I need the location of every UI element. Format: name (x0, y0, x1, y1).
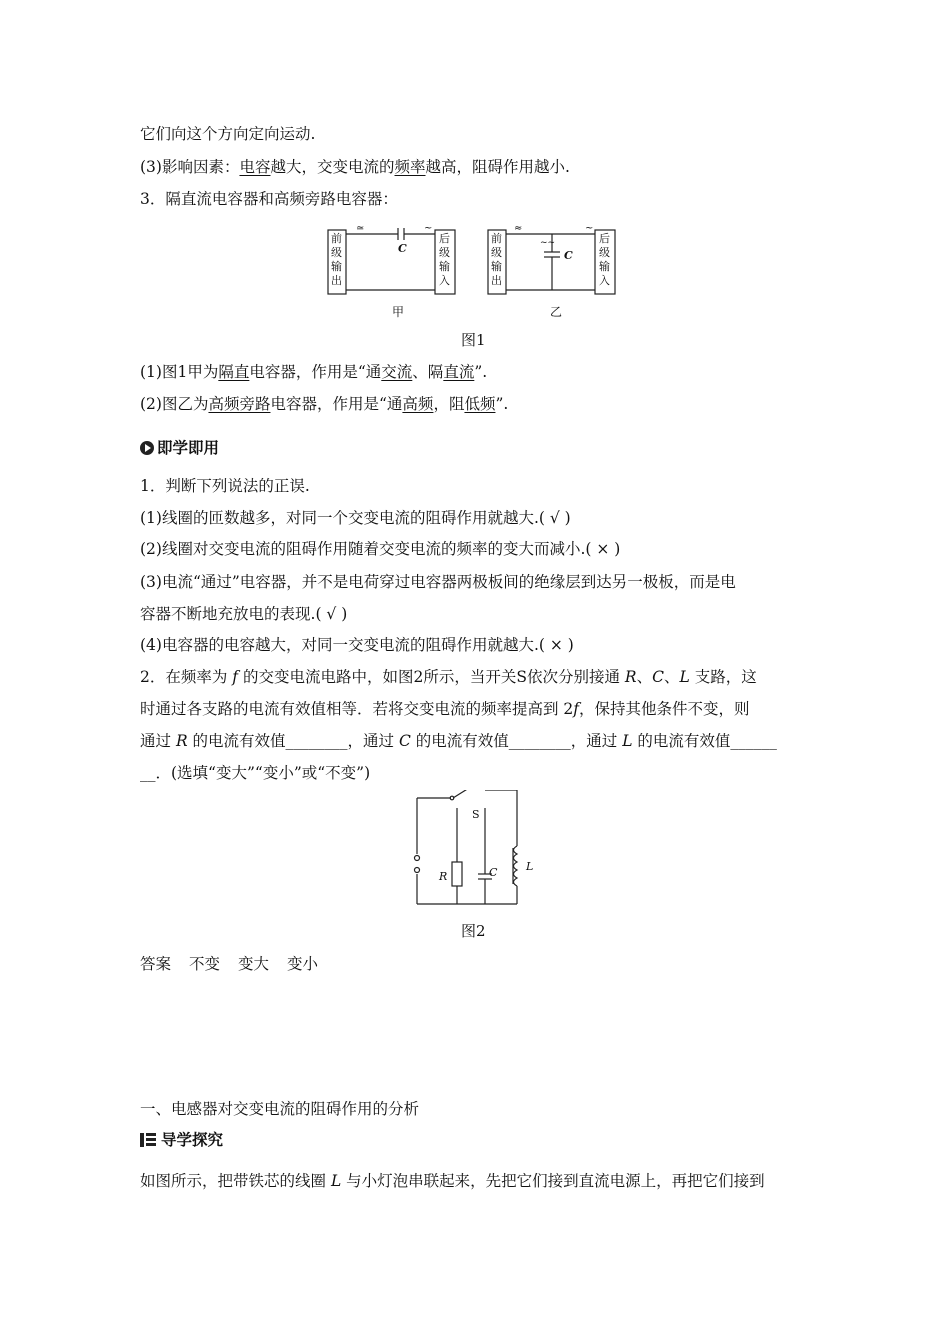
box-char: 前 (331, 232, 342, 245)
judge-mark: ( √ ) (315, 605, 348, 623)
text-span: 的交变电流电路中，如图2所示，当开关S依次分别接通 (238, 668, 625, 686)
answer-value: 变小 (287, 955, 319, 973)
box-char: 级 (599, 246, 610, 259)
judge-item (140, 507, 571, 529)
answer-underline: 电容 (239, 158, 271, 176)
text-span: 与小灯泡串联起来，先把它们接到直流电源上，再把它们接到 (341, 1172, 765, 1190)
box-char: 后 (439, 232, 450, 245)
text-line (140, 1170, 765, 1192)
capacitor-label: C (398, 242, 407, 255)
section-title: 导学探究 (161, 1131, 224, 1149)
box-char: 级 (491, 246, 502, 259)
capacitor-label: C (489, 866, 498, 879)
item-text: (1)线圈的匝数越多，对同一个交变电流的阻碍作用就越大. (140, 509, 539, 527)
box-char: 输 (491, 260, 502, 273)
answer-line (140, 953, 318, 975)
box-char: 输 (599, 260, 610, 273)
section-header-practice (140, 436, 219, 458)
question-stem: 1．判断下列说法的正误. (140, 477, 310, 495)
section-header-guide (140, 1128, 223, 1150)
text-span: 2．在频率为 (140, 668, 233, 686)
answer-underline: 交流 (381, 363, 413, 381)
switch-blade (453, 790, 469, 798)
text-span: 时通过各支路的电流有效值相等．若将交变电流的频率提高到 2 (140, 700, 574, 718)
figure-1 (320, 220, 650, 325)
judge-mark: ( × ) (585, 540, 621, 558)
terminal (415, 856, 420, 861)
answer-underline: 高频 (402, 395, 434, 413)
question-line (140, 698, 750, 720)
judge-mark: ( √ ) (538, 509, 571, 527)
text-span: ”. (474, 363, 488, 381)
judge-item (140, 634, 574, 656)
judge-item (140, 538, 620, 560)
answer-value: 变大 (238, 955, 270, 973)
section-title: 即学即用 (157, 439, 220, 457)
answer-label: 答案 (140, 955, 172, 973)
text-line (140, 361, 487, 383)
text-line (140, 393, 508, 415)
play-icon (140, 441, 154, 455)
math-var: L (679, 668, 690, 686)
question-line (140, 666, 757, 688)
text-span: 越大，交变电流的 (270, 158, 395, 176)
text-span: (1)图1甲为 (140, 363, 219, 381)
item-text: 容器不断地充放电的表现. (140, 605, 316, 623)
math-var: f (232, 668, 239, 686)
text-span: 通过 (140, 732, 176, 750)
text-span: (3)影响因素： (140, 158, 240, 176)
item-text: (3)电流“通过”电容器，并不是电荷穿过电容器两极板间的绝缘层到达另一极板，而是电 (140, 573, 736, 591)
figure-2 (405, 790, 545, 910)
text-span: 的电流有效值________，通过 (187, 732, 399, 750)
math-var: C (652, 668, 664, 686)
box-char: 级 (439, 246, 450, 259)
text-span: 如图所示，把带铁芯的线圈 (140, 1172, 331, 1190)
math-var: R (175, 732, 188, 750)
capacitor-label: C (564, 249, 573, 262)
item-text: (2)线圈对交变电流的阻碍作用随着交变电流的频率的变大而减小. (140, 540, 586, 558)
box-char: 后 (599, 232, 610, 245)
box-char: 前 (491, 232, 502, 245)
ac-sign: ~ (585, 223, 594, 234)
answer-underline: 直流 (443, 363, 475, 381)
answer-underline: 低频 (464, 395, 496, 413)
text-span: 电容器，作用是“通 (249, 363, 382, 381)
box-char: 出 (491, 274, 502, 287)
box-char: 出 (331, 274, 342, 287)
box-char: 输 (331, 260, 342, 273)
judge-item (140, 603, 347, 625)
text-span: 、隔 (412, 363, 444, 381)
text-span: 的电流有效值________，通过 (410, 732, 623, 750)
text-span: 越高，阻碍作用越小. (425, 158, 570, 176)
box-char: 级 (331, 246, 342, 259)
terminal (415, 868, 420, 873)
text-line (140, 156, 570, 178)
text-span: 的电流有效值______ (632, 732, 777, 750)
figure-caption: 图2 (461, 922, 486, 940)
math-var: C (398, 732, 411, 750)
text-span: ”. (495, 395, 509, 413)
text-span: 支路，这 (689, 668, 757, 686)
list-icon (140, 1133, 156, 1147)
text-span: ，阻 (433, 395, 465, 413)
text-line: 它们向这个方向定向运动. (140, 125, 316, 143)
math-var: L (622, 732, 633, 750)
question-line: __．(选填“变大”“变小”或“不变”) (140, 764, 371, 782)
answer-underline: 隔直 (218, 363, 250, 381)
text-span: 电容器，作用是“通 (270, 395, 403, 413)
section-title: 一、电感器对交变电流的阻碍作用的分析 (140, 1100, 420, 1118)
figure-name: 甲 (392, 305, 405, 319)
math-var: L (330, 1172, 342, 1190)
dc-ac-sign: ≃ (356, 223, 365, 234)
ac-sign: ~ (424, 223, 433, 234)
text-span: ，保持其他条件不变，则 (579, 700, 750, 718)
math-var: f (573, 700, 580, 718)
item-text: (4)电容器的电容越大，对同一交变电流的阻碍作用就越大. (140, 636, 539, 654)
answer-underline: 高频旁路 (208, 395, 271, 413)
answer-value: 不变 (189, 955, 221, 973)
answer-underline: 频率 (394, 158, 426, 176)
box-char: 入 (599, 274, 610, 287)
inductor-label: L (526, 860, 534, 873)
resistor (452, 862, 462, 886)
switch-label: S (472, 808, 480, 821)
hf-lf-sign: ≈ (514, 223, 523, 234)
question-line (140, 730, 777, 752)
hf-sign: ~~ (540, 238, 556, 248)
figure-name: 乙 (550, 305, 563, 319)
text-span: 、 (663, 668, 680, 686)
resistor-label: R (439, 870, 448, 883)
box-char: 入 (439, 274, 450, 287)
text-span: 、 (636, 668, 653, 686)
box-char: 输 (439, 260, 450, 273)
text-span: (2)图乙为 (140, 395, 209, 413)
judge-item (140, 571, 736, 593)
judge-mark: ( × ) (538, 636, 574, 654)
math-var: R (624, 668, 637, 686)
figure-caption: 图1 (461, 331, 486, 349)
text-line: 3．隔直流电容器和高频旁路电容器： (140, 190, 398, 208)
inductor-coil (514, 846, 518, 886)
